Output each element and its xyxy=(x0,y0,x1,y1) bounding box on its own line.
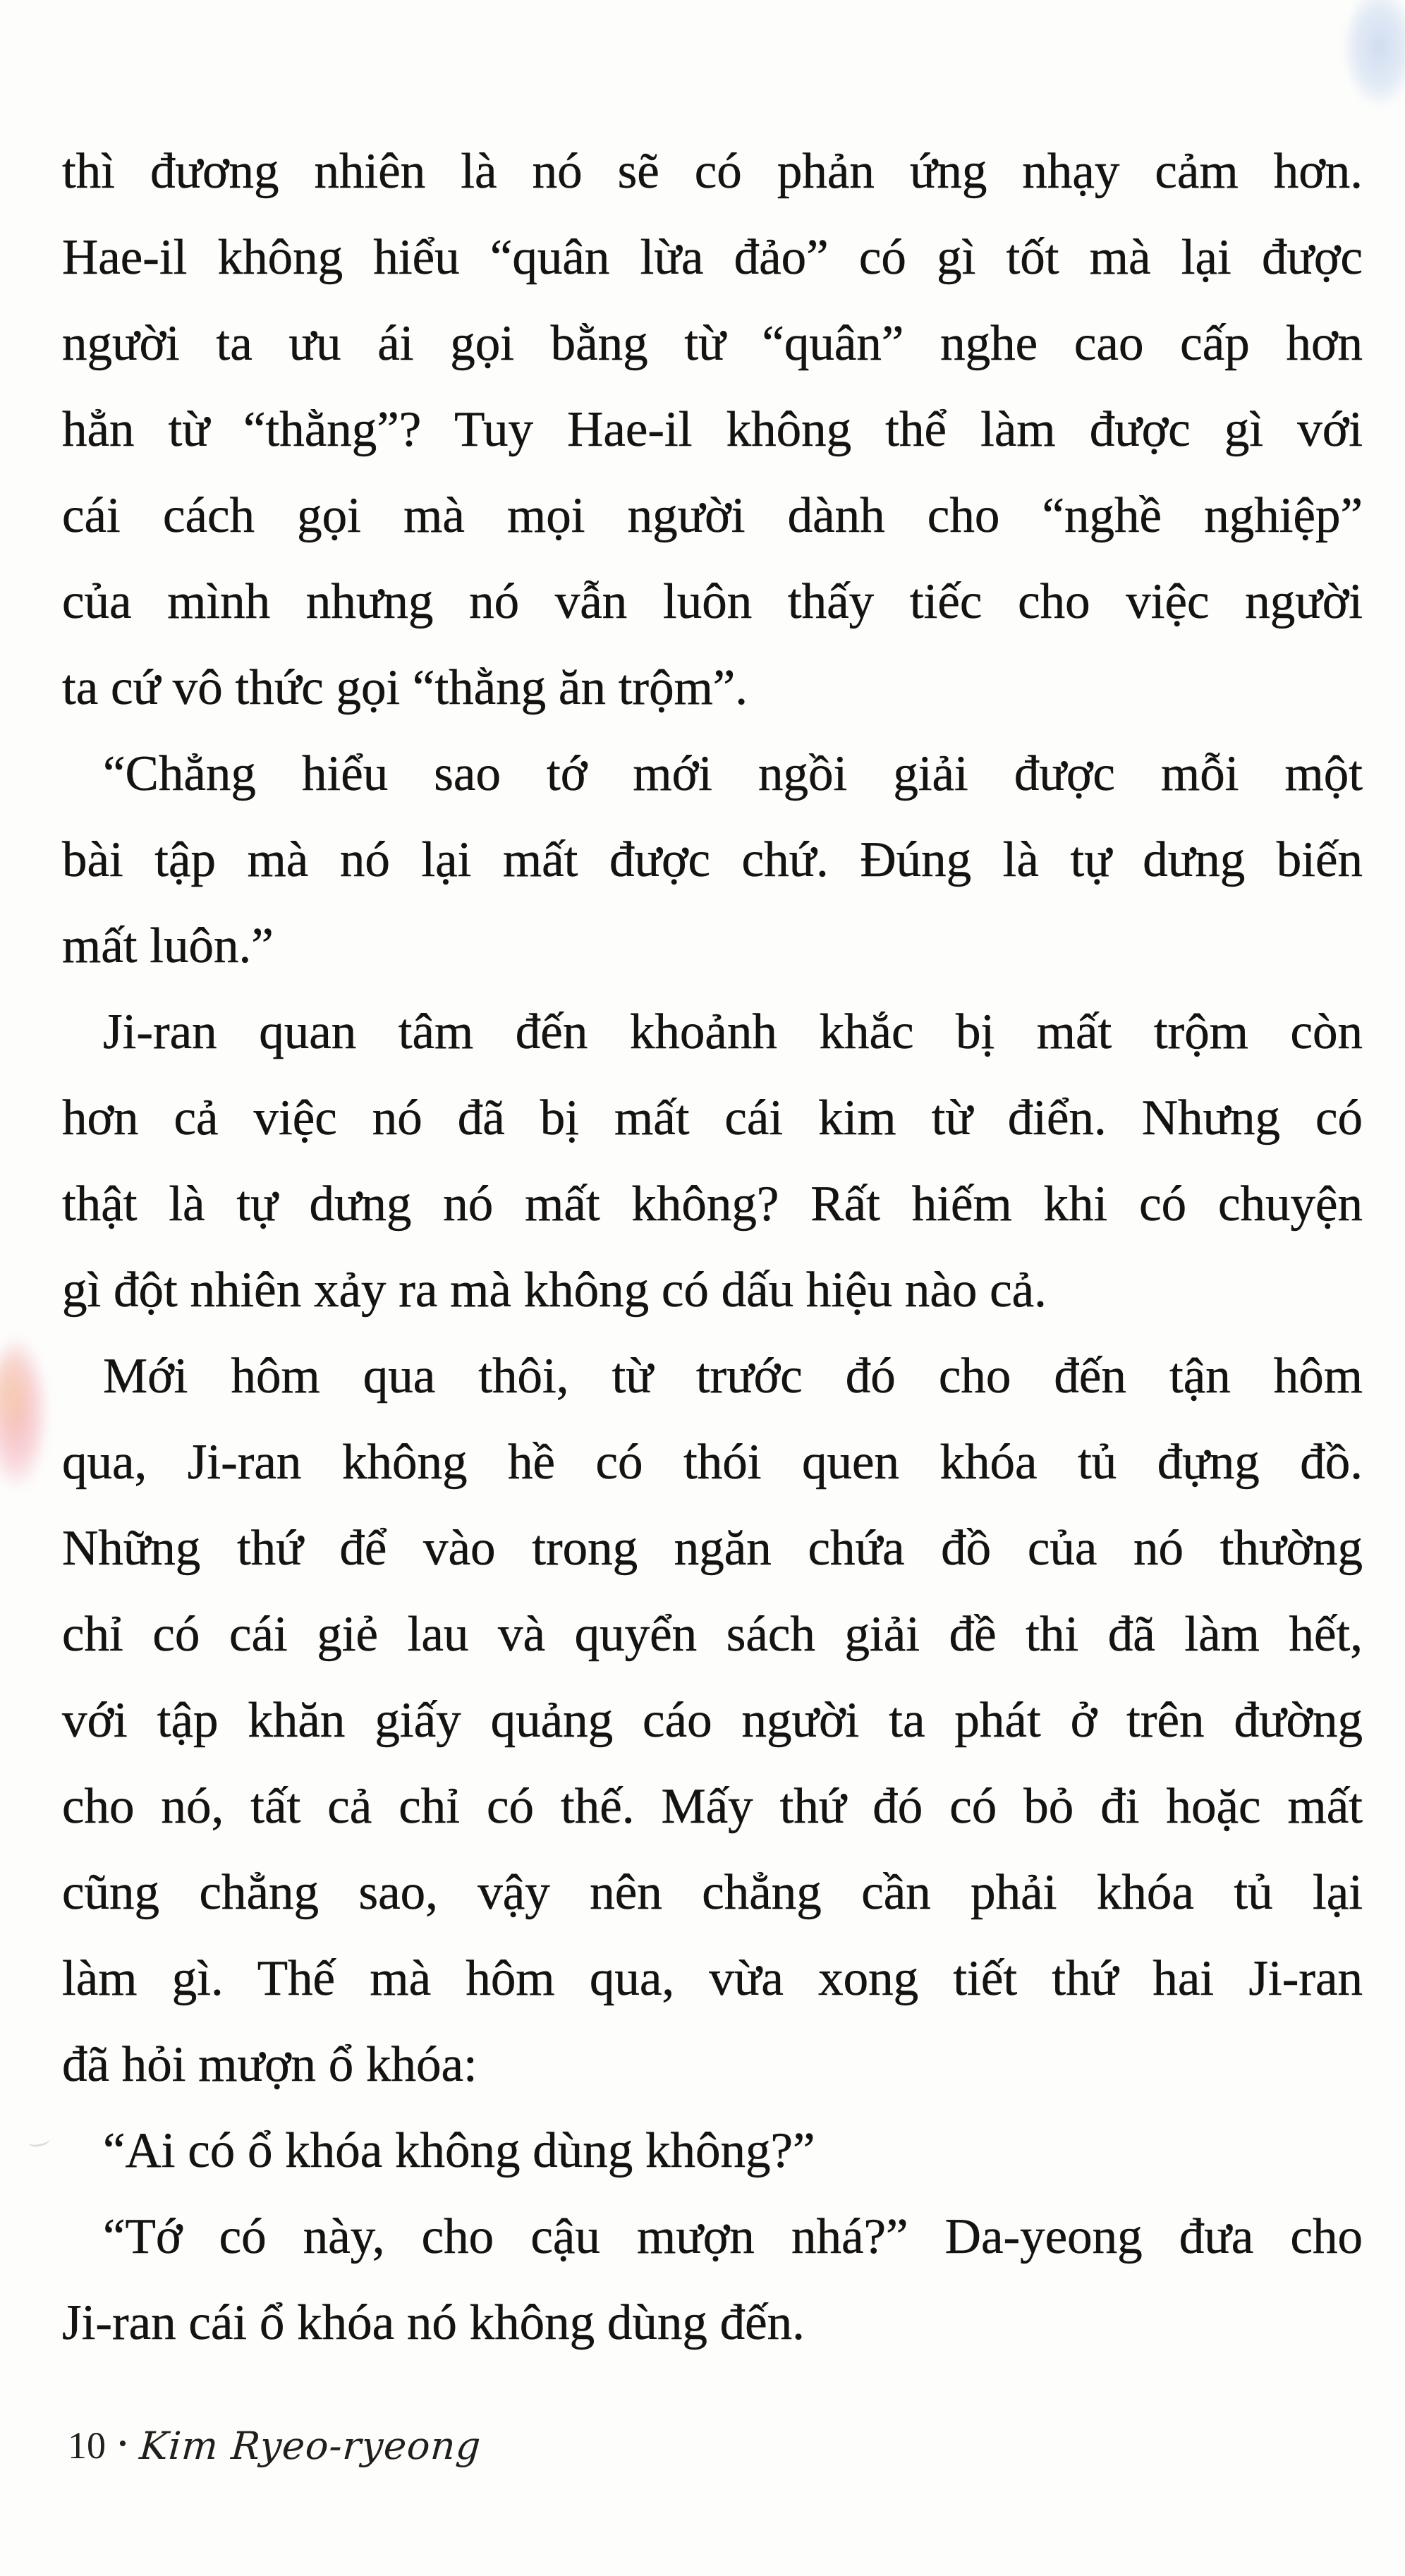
text-line: cũng chẳng sao, vậy nên chẳng cần phải khóa tủ lại xyxy=(62,1865,1363,1920)
paragraph xyxy=(62,2108,1363,2194)
paragraph xyxy=(62,128,1363,731)
footer-author: Kim Ryeo-ryeong xyxy=(138,2423,483,2468)
text-line: chỉ có cái giẻ lau và quyển sách giải đề thi đã làm hết, xyxy=(62,1607,1363,1662)
text-line: đã hỏi mượn ổ khóa: xyxy=(62,2037,478,2092)
text-line: Mới hôm qua thôi, từ trước đó cho đến tận hôm xyxy=(103,1349,1363,1404)
text-line: Những thứ để vào trong ngăn chứa đồ của nó thường xyxy=(62,1521,1363,1576)
text-line: Ji-ran quan tâm đến khoảnh khắc bị mất trộm còn xyxy=(103,1004,1363,1059)
text-line: “Ai có ổ khóa không dùng không?” xyxy=(103,2123,815,2178)
text-line: cho nó, tất cả chỉ có thế. Mấy thứ đó có bỏ đi hoặc mất xyxy=(62,1779,1363,1834)
text-line: thật là tự dưng nó mất không? Rất hiếm khi có chuyện xyxy=(62,1177,1363,1232)
footer-separator: • xyxy=(118,2431,127,2457)
text-line: “Chẳng hiểu sao tớ mới ngồi giải được mỗi một xyxy=(103,746,1363,801)
paragraph xyxy=(62,989,1363,1333)
text-line: với tập khăn giấy quảng cáo người ta phát ở trên đường xyxy=(62,1693,1363,1748)
text-line: làm gì. Thế mà hôm qua, vừa xong tiết thứ hai Ji-ran xyxy=(62,1951,1363,2006)
text-line: qua, Ji-ran không hề có thói quen khóa tủ đựng đồ. xyxy=(62,1435,1363,1490)
text-line: bài tập mà nó lại mất được chứ. Đúng là tự dưng biến xyxy=(62,832,1363,887)
footer xyxy=(68,2421,481,2470)
text-line: hơn cả việc nó đã bị mất cái kim từ điển. Nhưng có xyxy=(62,1090,1363,1146)
scan-smudge-blue xyxy=(1330,0,1405,128)
text-line: cái cách gọi mà mọi người dành cho “nghề nghiệp” xyxy=(62,488,1363,543)
text-line: ta cứ vô thức gọi “thằng ăn trộm”. xyxy=(62,660,748,715)
pencil-mark-artifact xyxy=(28,2134,50,2149)
paragraph xyxy=(62,2194,1363,2366)
page-number: 10 xyxy=(68,2424,106,2467)
text-line: “Tớ có này, cho cậu mượn nhá?” Da-yeong đưa cho xyxy=(103,2209,1363,2264)
paragraph xyxy=(62,731,1363,989)
text-line: hẳn từ “thằng”? Tuy Hae-il không thể làm được gì với xyxy=(62,402,1363,457)
text-line: Hae-il không hiểu “quân lừa đảo” có gì tốt mà lại được xyxy=(62,230,1363,285)
text-line: người ta ưu ái gọi bằng từ “quân” nghe cao cấp hơn xyxy=(62,316,1363,371)
text-line: mất luôn.” xyxy=(62,918,274,973)
paragraph xyxy=(62,1333,1363,2108)
body-text xyxy=(62,128,1363,2366)
text-line: thì đương nhiên là nó sẽ có phản ứng nhạy cảm hơn. xyxy=(62,144,1363,199)
scan-smudge-pink xyxy=(0,1304,62,1522)
text-line: Ji-ran cái ổ khóa nó không dùng đến. xyxy=(62,2295,805,2350)
text-line: gì đột nhiên xảy ra mà không có dấu hiệu nào cả. xyxy=(62,1263,1047,1318)
text-line: của mình nhưng nó vẫn luôn thấy tiếc cho việc người xyxy=(62,574,1363,629)
